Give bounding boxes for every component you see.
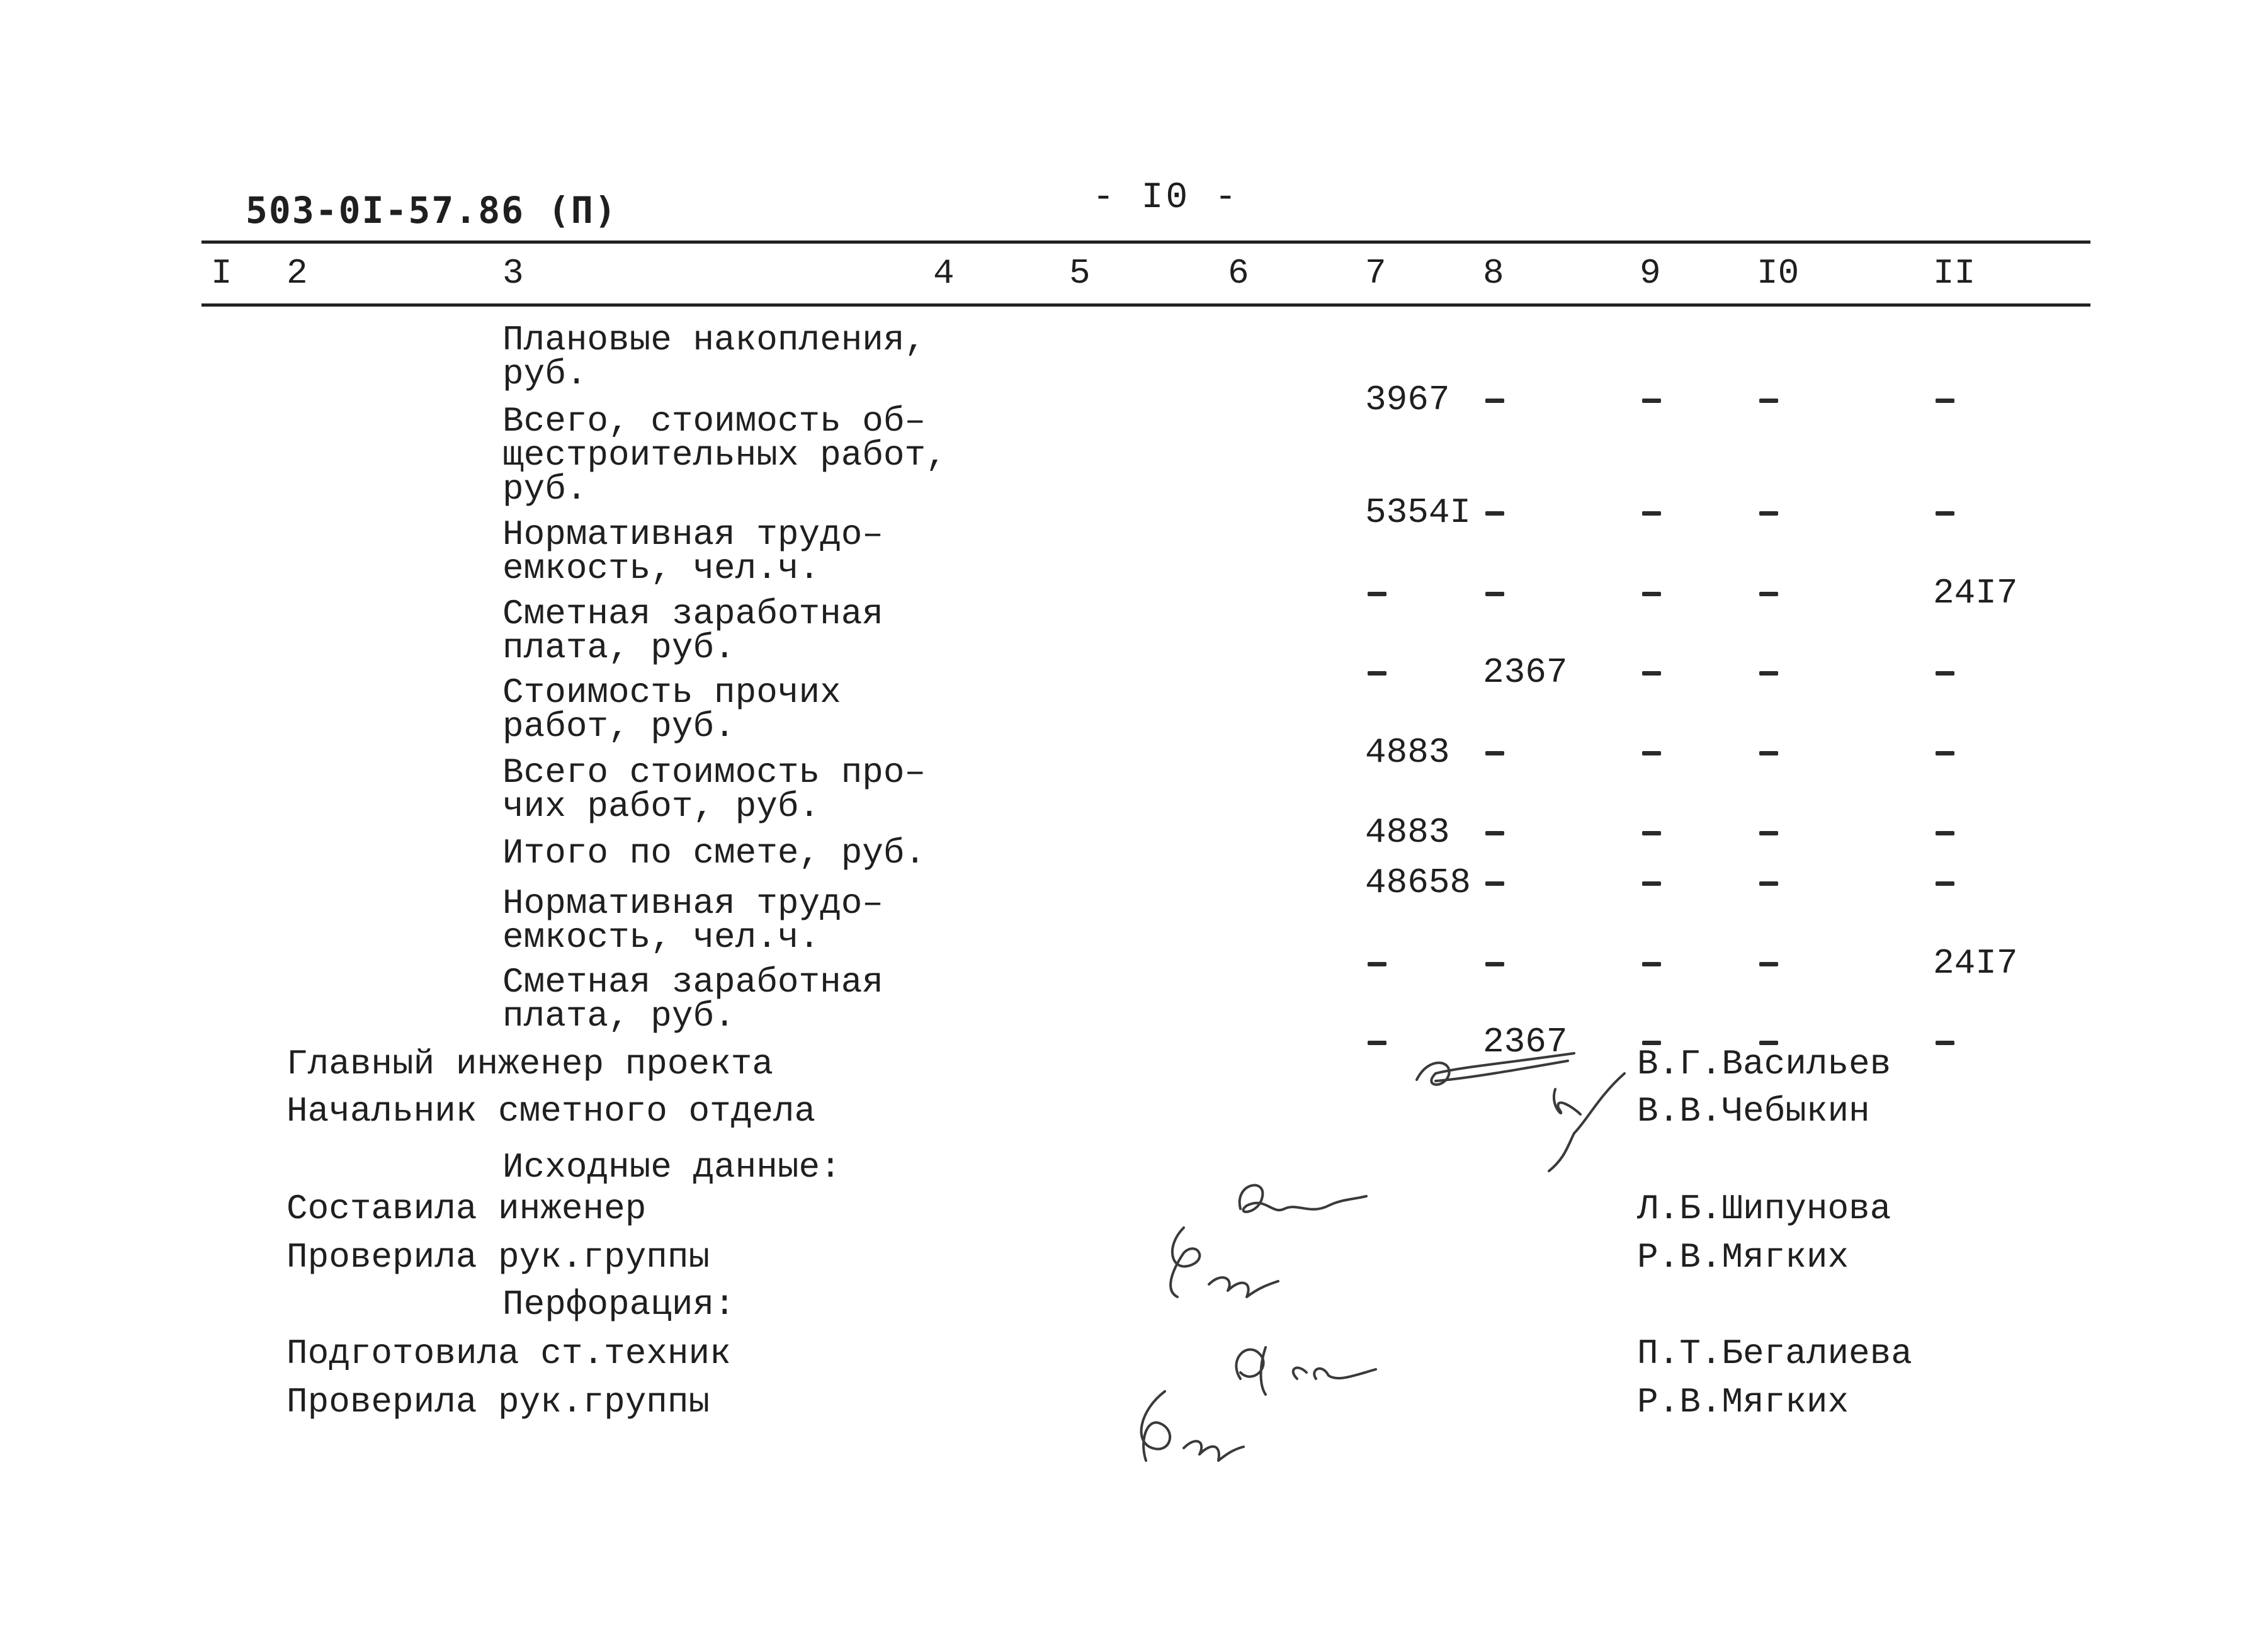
dash-mark: [1642, 962, 1661, 966]
dash-mark: [1368, 1041, 1386, 1045]
dash-mark: [1642, 511, 1661, 516]
role-checked-2: Проверила рук.группы: [286, 1382, 710, 1422]
dash-mark: [1642, 751, 1661, 755]
dash-mark: [1485, 962, 1504, 966]
row-value-c7: 48658: [1365, 863, 1471, 903]
column-header-2: 2: [286, 253, 308, 293]
dash-mark: [1936, 831, 1954, 835]
signature-checked-2: [1127, 1372, 1247, 1473]
document-code: 503-0I-57.86 (П): [246, 189, 618, 232]
signature-estimate-head: [1530, 1070, 1637, 1177]
row-value-c11: 24I7: [1933, 943, 2018, 983]
dash-mark: [1368, 962, 1386, 966]
dash-mark: [1936, 511, 1954, 516]
column-header-4: 4: [933, 253, 955, 293]
dash-mark: [1642, 671, 1661, 676]
row-value-c11: 24I7: [1933, 573, 2018, 613]
role-compiled: Составила инженер: [286, 1189, 647, 1229]
dash-mark: [1485, 592, 1504, 596]
column-header-1: I: [211, 253, 232, 293]
dash-mark: [1936, 1041, 1954, 1045]
perforation-heading: Перфорация:: [502, 1284, 735, 1325]
name-checked-1: Р.В.Мягких: [1637, 1237, 1849, 1277]
dash-mark: [1759, 671, 1778, 676]
dash-mark: [1759, 751, 1778, 755]
role-chief-engineer: Главный инженер проекта: [286, 1044, 773, 1084]
name-checked-2: Р.В.Мягких: [1637, 1382, 1849, 1422]
row-description: Всего, стоимость об– щестроительных работ, руб.: [502, 401, 947, 509]
dash-mark: [1485, 831, 1504, 835]
column-header-8: 8: [1483, 253, 1504, 293]
dash-mark: [1368, 671, 1386, 676]
header-bottom-rule: [201, 303, 2090, 307]
column-header-7: 7: [1365, 253, 1386, 293]
dash-mark: [1642, 881, 1661, 886]
row-description: Стоимость прочих работ, руб.: [502, 672, 841, 747]
source-data-heading: Исходные данные:: [502, 1147, 841, 1187]
role-checked-1: Проверила рук.группы: [286, 1237, 710, 1277]
dash-mark: [1936, 751, 1954, 755]
name-prepared: П.Т.Бегалиева: [1637, 1333, 1912, 1374]
row-value-c8: 2367: [1483, 652, 1568, 693]
dash-mark: [1485, 399, 1504, 403]
header-top-rule: [201, 240, 2090, 244]
page-number: - I0 -: [1092, 178, 1239, 218]
dash-mark: [1642, 399, 1661, 403]
row-value-c7: 5354I: [1365, 492, 1471, 533]
column-header-9: 9: [1640, 253, 1661, 293]
row-value-c7: 4883: [1365, 812, 1450, 852]
row-value-c7: 3967: [1365, 380, 1450, 420]
dash-mark: [1936, 399, 1954, 403]
dash-mark: [1759, 831, 1778, 835]
row-description: Нормативная трудо– емкость, чел.ч.: [502, 514, 883, 589]
column-header-5: 5: [1069, 253, 1091, 293]
row-description: Сметная заработная плата, руб.: [502, 962, 883, 1036]
row-description: Итого по смете, руб.: [502, 833, 926, 873]
name-compiled: Л.Б.Шипунова: [1637, 1189, 1891, 1229]
row-description: Всего стоимость про– чих работ, руб.: [502, 752, 926, 827]
column-header-3: 3: [502, 253, 524, 293]
dash-mark: [1485, 511, 1504, 516]
row-description: Сметная заработная плата, руб.: [502, 594, 883, 668]
name-chief-engineer: В.Г.Васильев: [1637, 1044, 1891, 1084]
dash-mark: [1936, 671, 1954, 676]
dash-mark: [1759, 511, 1778, 516]
dash-mark: [1759, 399, 1778, 403]
signature-checked-1: [1152, 1215, 1284, 1322]
row-value-c7: 4883: [1365, 732, 1450, 772]
row-value-c8: 2367: [1483, 1022, 1568, 1062]
dash-mark: [1642, 831, 1661, 835]
dash-mark: [1759, 881, 1778, 886]
dash-mark: [1642, 592, 1661, 596]
row-description: Нормативная трудо– емкость, чел.ч.: [502, 883, 883, 958]
row-description: Плановые накопления, руб.: [502, 320, 926, 394]
dash-mark: [1485, 881, 1504, 886]
dash-mark: [1936, 881, 1954, 886]
dash-mark: [1368, 592, 1386, 596]
column-header-6: 6: [1228, 253, 1249, 293]
dash-mark: [1759, 962, 1778, 966]
column-header-11: II: [1933, 253, 1976, 293]
role-estimate-head: Начальник сметного отдела: [286, 1091, 816, 1131]
name-estimate-head: В.В.Чебыкин: [1637, 1091, 1870, 1131]
role-prepared: Подготовила ст.техник: [286, 1333, 731, 1374]
dash-mark: [1759, 592, 1778, 596]
column-header-10: I0: [1757, 253, 1800, 293]
dash-mark: [1485, 751, 1504, 755]
